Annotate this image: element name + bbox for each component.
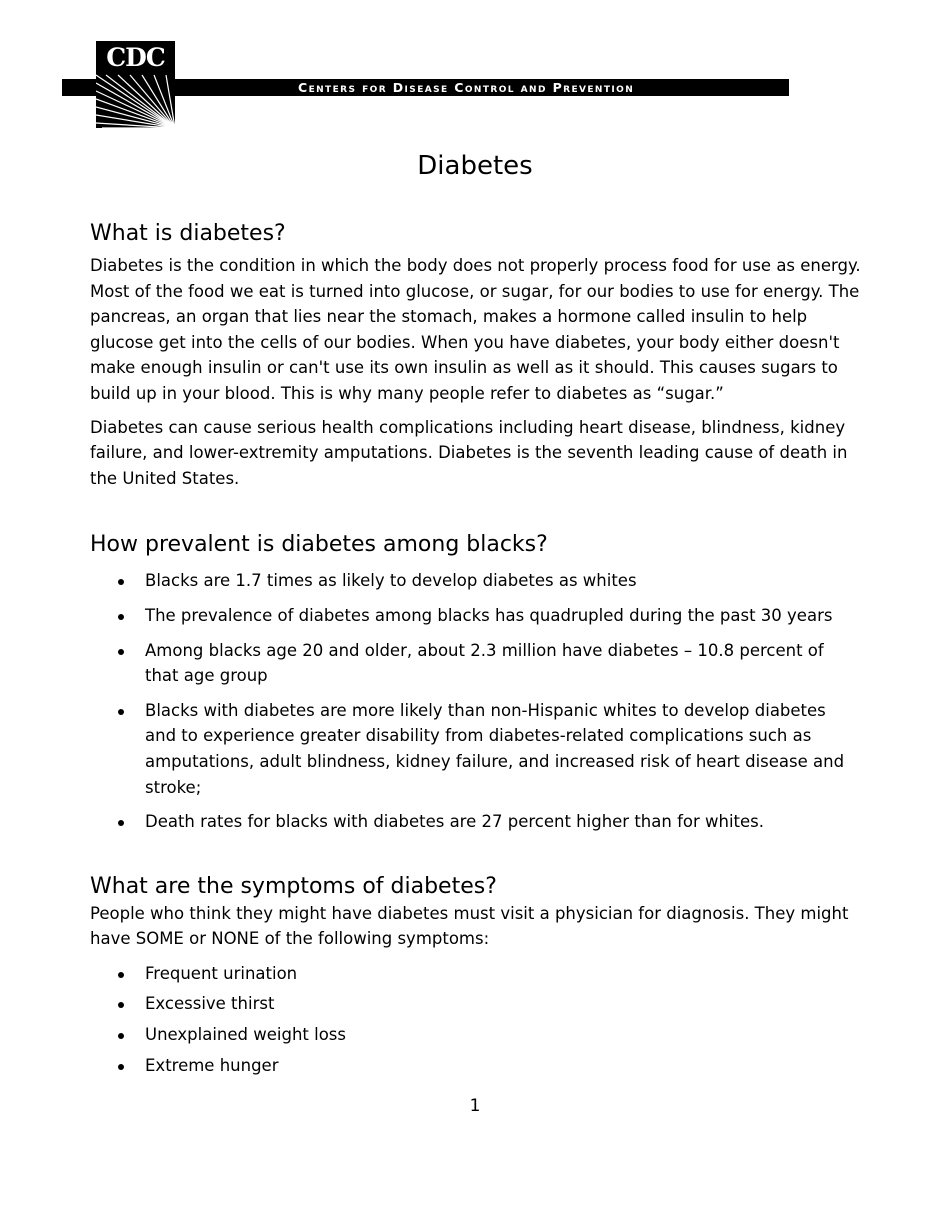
list-item-text: Unexplained weight loss: [145, 1025, 346, 1045]
list-item-text: Excessive thirst: [145, 994, 275, 1014]
list-item: [90, 603, 862, 629]
prevalence-list: [90, 568, 862, 834]
bullet-icon: [118, 709, 124, 715]
bullet-icon: [118, 649, 124, 655]
cdc-logo: [96, 41, 175, 128]
list-item: [90, 1022, 862, 1048]
list-item-text: Frequent urination: [145, 963, 298, 983]
list-item: [90, 961, 862, 987]
list-item: [90, 1053, 862, 1079]
list-item: [90, 638, 862, 689]
list-item-text: Blacks with diabetes are more likely than non-Hispanic whites to develop diabetes and to experience greater disability from diabetes-related complications such as amputations, adult blindness, kidney failure, and increased risk of heart disease and stroke;: [145, 700, 845, 797]
section-heading: What are the symptoms of diabetes?: [90, 873, 497, 899]
list-item-text: The prevalence of diabetes among blacks has quadrupled during the past 30 years: [145, 605, 833, 625]
bullet-icon: [118, 614, 124, 620]
paragraph: People who think they might have diabetes must visit a physician for diagnosis. They might have SOME or NONE of the following symptoms:: [90, 903, 849, 949]
paragraph: Diabetes is the condition in which the body does not properly process food for use as energy. Most of the food we eat is turned into glucose, or sugar, for our bodies to use for energy. The pancreas, an organ that lies near the stomach, makes a hormone called insulin to help glucose get into the cells of our bodies. When you have diabetes, your body either doesn't make enough insulin or can't use its own insulin as well as it should. This causes sugars to build up in your blood. This is why many people refer to diabetes as “sugar.”: [90, 256, 861, 403]
banner-text: Centers for Disease Control and Prevention: [298, 80, 635, 95]
list-item-text: Among blacks age 20 and older, about 2.3 million have diabetes – 10.8 percent of that age group: [145, 640, 824, 686]
document-title: Diabetes: [417, 151, 533, 181]
section-prevalence: [90, 531, 862, 834]
list-item: [90, 809, 862, 835]
bullet-icon: [118, 1064, 124, 1070]
list-item: [90, 568, 862, 594]
bullet-icon: [118, 972, 124, 978]
section-heading: What is diabetes?: [90, 221, 286, 246]
section-heading: How prevalent is diabetes among blacks?: [90, 532, 548, 558]
document-body: [90, 220, 862, 1083]
paragraph: Diabetes can cause serious health complications including heart disease, blindness, kidney failure, and lower-extremity amputations. Diabetes is the seventh leading cause of death in the United States.: [90, 417, 848, 488]
bullet-icon: [118, 1002, 124, 1008]
list-item-text: Extreme hunger: [145, 1055, 279, 1075]
logo-text: CDC: [106, 43, 165, 72]
cdc-header: [62, 41, 789, 129]
list-item: [90, 991, 862, 1017]
symptoms-list: [90, 961, 862, 1078]
list-item-text: Blacks are 1.7 times as likely to develop diabetes as whites: [145, 571, 637, 591]
page-number: 1: [469, 1096, 481, 1116]
section-what-is-diabetes: [90, 220, 862, 491]
list-item-text: Death rates for blacks with diabetes are 27 percent higher than for whites.: [145, 812, 765, 832]
list-item: [90, 698, 862, 800]
bullet-icon: [118, 579, 124, 585]
bullet-icon: [118, 820, 124, 826]
bullet-icon: [118, 1033, 124, 1039]
section-symptoms: [90, 873, 862, 1079]
